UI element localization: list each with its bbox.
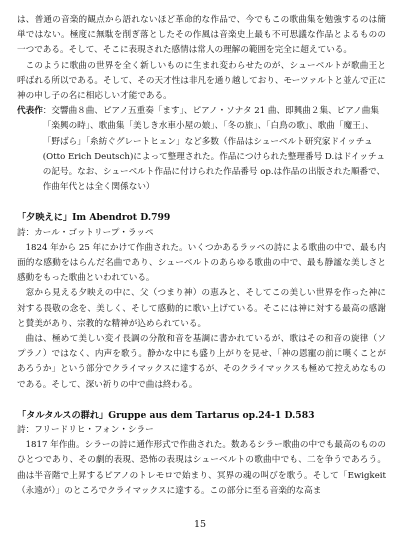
page-number: 15 (193, 519, 207, 530)
intro-paragraph-1: は、普通の音楽的観点から語れないほど革命的な作品で、今でもこの歌曲集を勉強するのは簡単ではない。極度に無駄を削ぎ落としたその作風は音楽史上最も不可思議な作品とよるものの一つである。そして、そこに表現された感情は常人の理解の範囲を完全に超えている。 (17, 15, 386, 56)
song-poet-im-abendrot: 詩：カール・ゴットリープ・ラッペ (17, 227, 154, 238)
intro-paragraph-2: このように歌曲の世界を全く新しいものに生まれ変わらせたのが、シューベルトが歌曲王と呼ばれる所以である。そして、その天才性は非凡を通り越しており、モーツァルトと並んで正に神の申し子の名に相応しい才能である。 (17, 60, 386, 102)
song-title-gruppe-aus-dem-tartarus: 「タルタルスの群れ」Gruppe aus dem Tartarus op.24-1 D.583 (17, 409, 315, 421)
song-title-im-abendrot: 「夕映えに」Im Abendrot D.799 (17, 212, 171, 224)
section-gap (17, 195, 386, 210)
im-abendrot-paragraph-1: 1824 年から 25 年にかけて作曲された。いくつかあるラッペの詩による歌曲の中で、最も内面的な感動をはらんだ名曲であり、シューベルトのあらゆる歌曲の中で、最も静謐な美しさと感動をもった歌曲といわれている。 (17, 242, 386, 284)
song-poet-gruppe-aus-dem-tartarus: 詩：フリードリヒ・フォン・シラー (17, 425, 154, 436)
im-abendrot-paragraph-2: 窓から見える夕映えの中に、父（つまり神）の恵みと、そしてこの美しい世界を作った神に対する畏敬の念を、美しく、そして感動的に歌い上げている。そこには神に対する最高の感謝と賛美があり、宗教的な精神が込められている。 (17, 288, 386, 329)
section-gap (17, 393, 386, 408)
tartarus-paragraph-1: 1817 年作曲。シラーの詩に通作形式で作曲された。数あるシラー歌曲の中でも最高のもののひとつであり、その劇的表現、恐怖の表現はシューベルトの歌曲中でも、二を争うであろう。曲は半音階で上昇するピアノのトレモロで始まり、冥界の魂の叫びを歌う。そして「Ewigkeit（永遠が）」のところでクライマックスに達する。この部分に至る音楽的な高ま (17, 440, 386, 496)
im-abendrot-paragraph-3: 曲は、極めて美しい変イ長調の分散和音を基調に書かれているが、歌はその和音の旋律（ソプラノ）ではなく、内声を歌う。静かな中にも盛り上がりを見せ、「神の恩寵の前に嘆くことがあろうか」という部分でクライマックスに達するが、そのクライマックスも極めて控えめなものである。そして、深い祈りの中で曲は終わる。 (17, 334, 386, 390)
representative-works-text: ：交響曲８曲、ピアノ五重奏「ます」、ピアノ・ソナタ 21 曲、即興曲２集、ピアノ曲集「楽興の時」、歌曲集「美しき水車小屋の娘」、「冬の旅」、「白鳥の歌」、歌曲「魔王」、「野ばら」「糸紡ぐグレートヒェン」など多数（作品はシューベルト研究家ドイッチュ (Otto Erich Deutsch)によって整理された。作品につけられた整理番号 D.はドイッチュの記号。なお、シューベルト作品に付けられた作品番号 op.は作品の出版された順番で、作曲年代とは全く関係ない） (42, 106, 386, 193)
representative-works (17, 104, 386, 195)
representative-works-label: 代表作 (17, 106, 43, 117)
